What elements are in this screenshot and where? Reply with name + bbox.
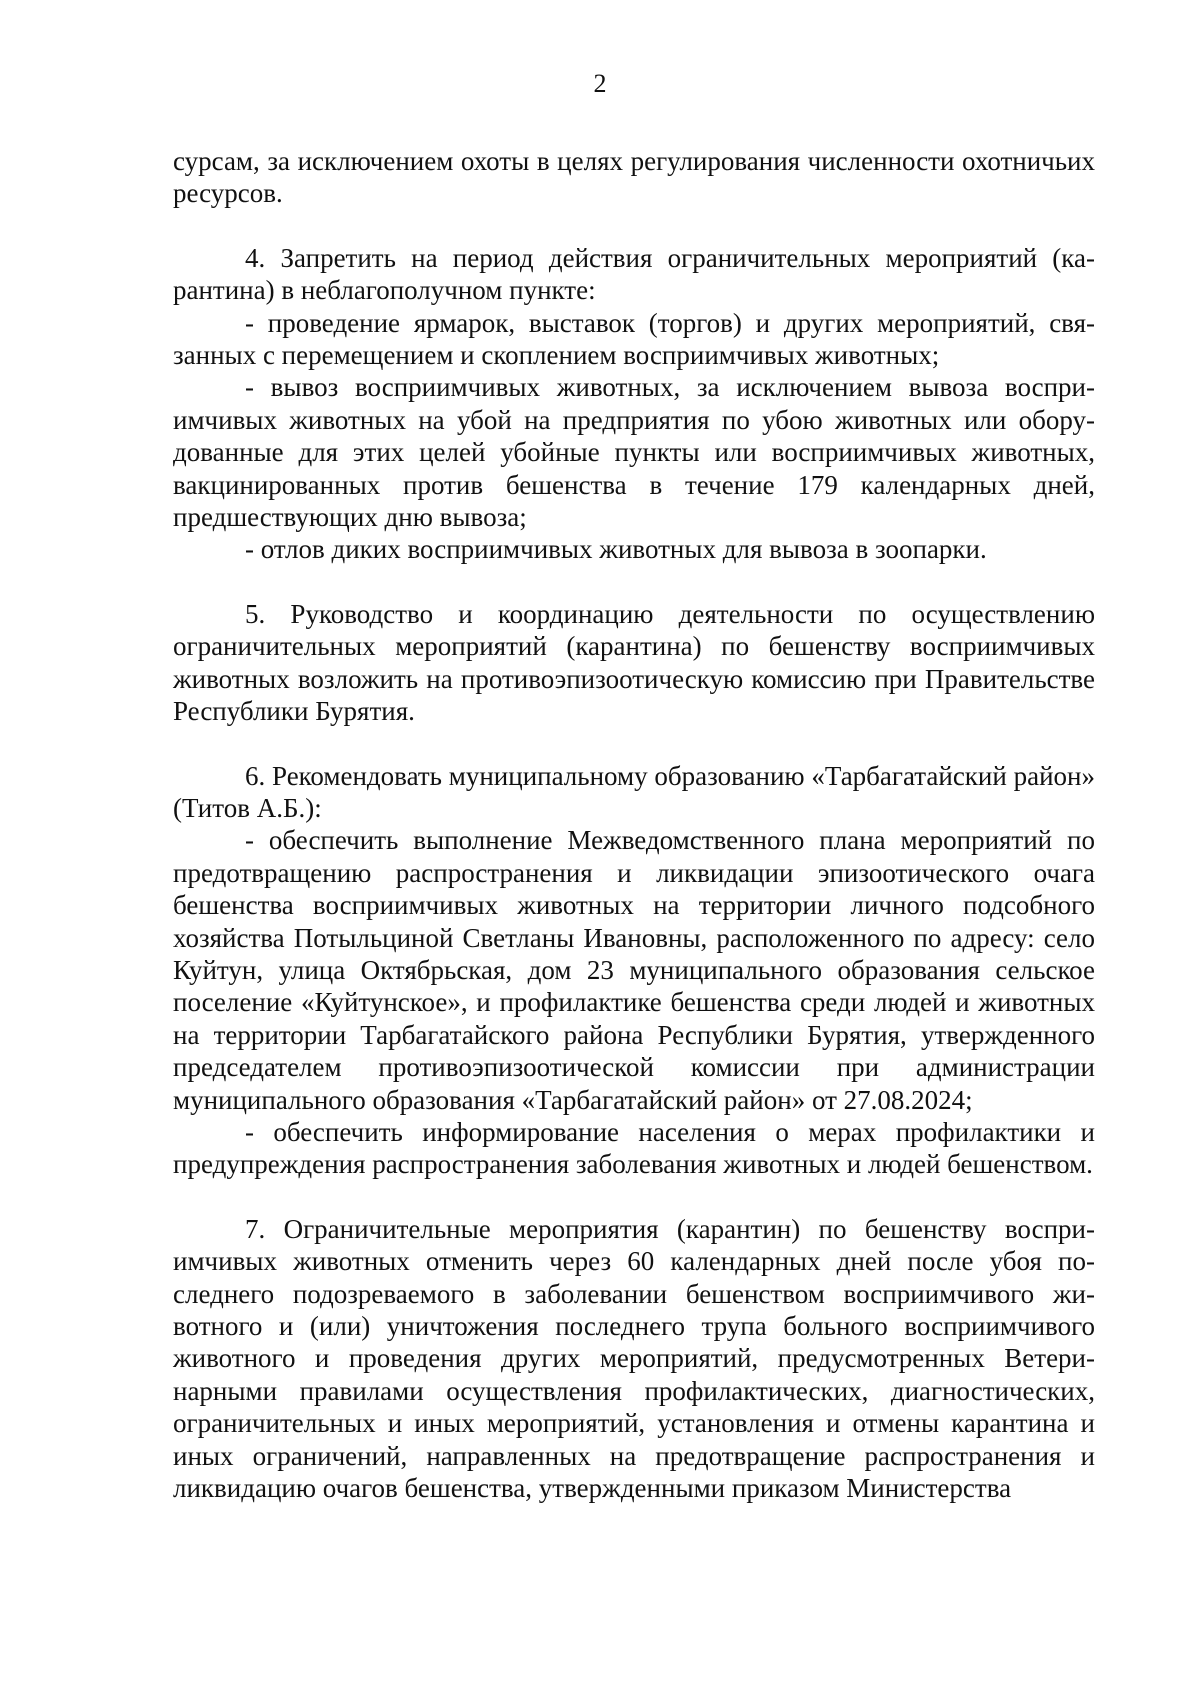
paragraph-item-4-fairs: - проведение ярмарок, выставок (торгов) и других мероприятий, связанных с перемещением и скоплением восприимчивых животных; [173,307,1095,371]
paragraph-item-4-export: - вывоз восприимчивых животных, за исключением вывоза восприимчивых животных на убой на предприятия по убою животных или оборудованные для этих целей убойные пункты или восприимчивых животных, вакцинированных против бешенства в течение 179 календарных дней, предшествующих дню вывоза; [173,372,1095,533]
paragraph-item-7: 7. Ограничительные мероприятия (карантин) по бешенству восприимчивых животных отменить через 60 календарных дней после убоя последнего подозреваемого в заболевании бешенством восприимчивого животного и (или) уничтожения последнего трупа больного восприимчивого животного и проведения других мероприятий, предусмотренных Ветеринарными правилами осуществления профилактических, диагностических, ограничительных и иных мероприятий, установления и отмены карантина и иных ограничений, направленных на предотвращение распространения и ликвидацию очагов бешенства, утвержденными приказом Министерства [173,1213,1095,1504]
paragraph-item-4-capture: - отлов диких восприимчивых животных для вывоза в зоопарки. [245,534,987,565]
paragraph-item-6-plan: - обеспечить выполнение Межведомственного плана мероприятий по предотвращению распространения и ликвидации эпизоотического очага бешенства восприимчивых животных на территории личного подсобного хозяйства Потыльциной Светланы Ивановны, расположенного по адресу: село Куйтун, улица Октябрьская, дом 23 муниципального образования сельское поселение «Куйтунское», и профилактике бешенства среди людей и животных на территории Тарбагатайского района Республики Бурятия, утвержденного председателем противоэпизоотической комиссии при администрации муниципального образования «Тарбагатайский район» от 27.08.2024; [173,825,1095,1115]
paragraph-continuation: сурсам, за исключением охоты в целях регулирования численности охотничьих ресурсов. [173,146,1095,209]
paragraph-item-4: 4. Запретить на период действия ограничительных мероприятий (карантина) в неблагополучном пункте: [173,242,1095,306]
paragraph-item-6-inform: - обеспечить информирование населения о мерах профилактики и предупреждения распространения заболевания животных и людей бешенством. [173,1116,1095,1180]
paragraph-item-6: 6. Рекомендовать муниципальному образованию «Тарбагатайский район» (Титов А.Б.): [173,760,1095,823]
document-body [173,145,1095,1504]
paragraph-item-5: 5. Руководство и координацию деятельности по осуществлению ограничительных мероприятий (карантина) по бешенству восприимчивых животных возложить на противоэпизоотическую комиссию при Правительстве Республики Бурятия. [173,598,1095,727]
page-number: 2 [593,69,607,98]
